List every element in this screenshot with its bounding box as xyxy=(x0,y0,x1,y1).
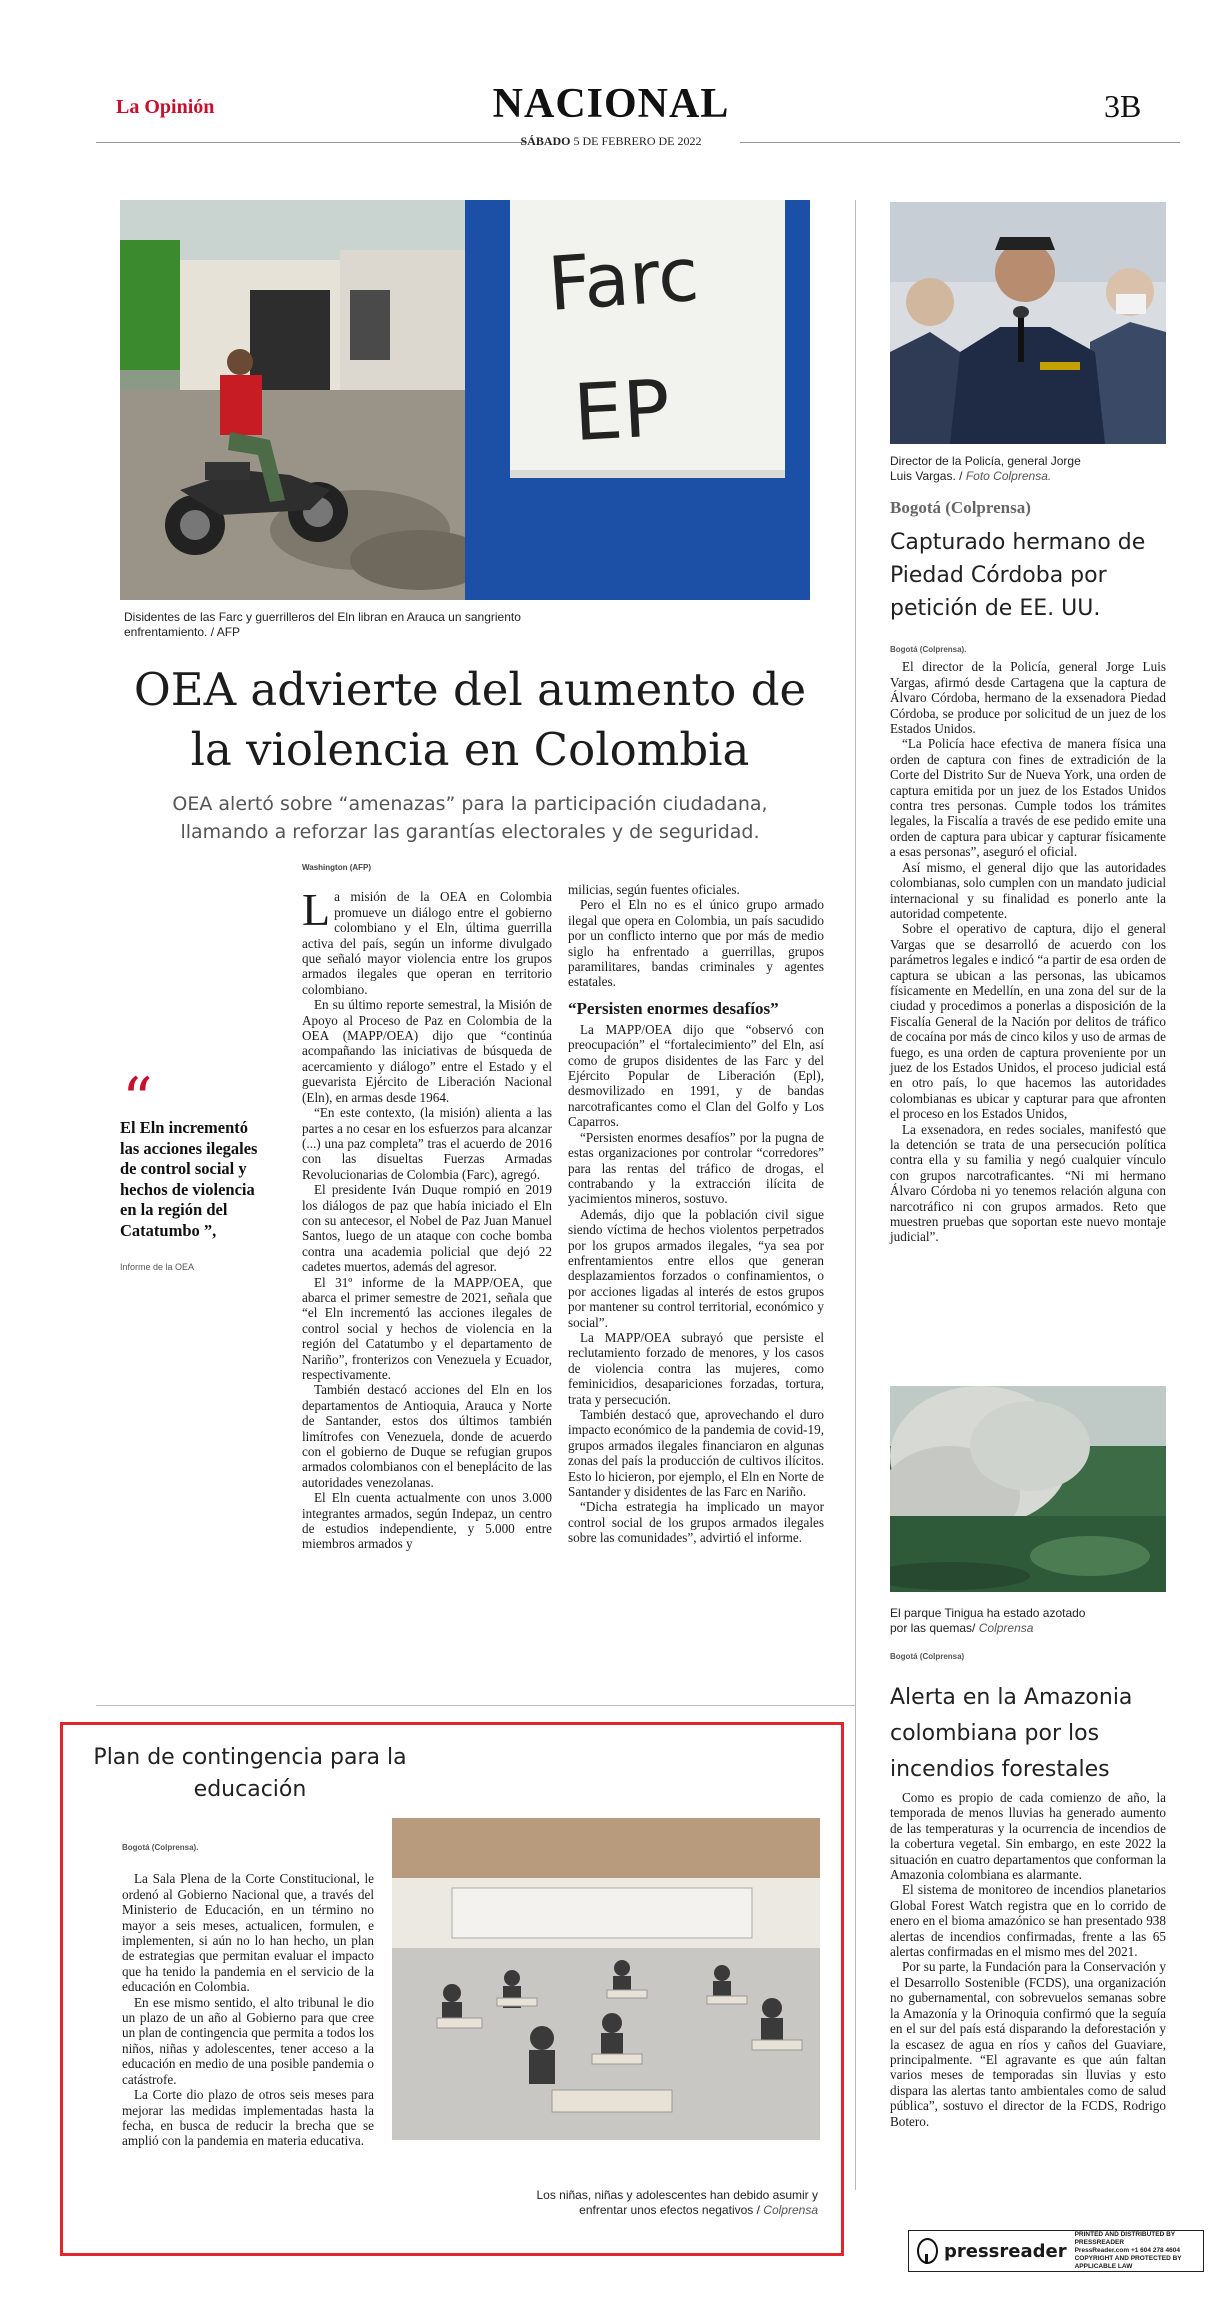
pressreader-name: pressreader xyxy=(943,2240,1067,2262)
pressreader-icon xyxy=(917,2238,938,2264)
pressreader-logo xyxy=(908,2230,1204,2272)
pressreader-notice: PRINTED AND DISTRIBUTED BY PRESSREADER PressReader.com +1 604 278 4604 COPYRIGHT AND PROTECTED BY APPLICABLE LAW xyxy=(1074,2231,1182,2270)
education-body: Bogotá (Colprensa). La Sala Plena de la Corte Constitucional, le ordenó al Gobierno Nacional que, a través del Ministerio de Educación, en un término no mayor a seis meses, actualicen, formulen, e implementen, si aún no lo han hecho, un plan de estrategias que permitan evaluar el impacto que ha tenido la pandemia en el servicio de la educación en Colombia. En ese mismo sentido, el alto tribunal le dio un plazo de un año al Gobierno para que cree un plan de contingencia que permita a todos los niños, niñas y adolescentes, tener acceso a la educación en medio de una posible pandemia o catástrofe. La Corte dio plazo de otros seis meses para mejorar las medidas implementadas hasta la fecha, en busca de reducir la brecha que se amplió con la pandemia en materia educativa. xyxy=(122,1840,374,2149)
main-dateline: Washington (AFP) xyxy=(302,863,372,872)
main-photo xyxy=(120,200,810,600)
police-photo-caption: Director de la Policía, general Jorge Luis Vargas. / Foto Colprensa. xyxy=(890,454,1081,483)
main-body-col1: Washington (AFP) La misión de la OEA en Colombia promueve un diálogo entre el gobierno colombiano y el Eln, última guerrilla activa del país, según un informe divulgado que señaló mayor violencia entre los grupos armados ilegales que operan en territorio colombiano. En su último reporte semestral, la Misión de Apoyo al Proceso de Paz en Colombia de la OEA (MAPP/OEA) dijo que “continúa acompañando las iniciativas de búsqueda de acercamiento y diálogo” entre el Estado y el guevarista Ejército de Liberación Nacional (Eln), en armas desde 1964. “En este contexto, (la misión) alienta a las partes a no cesar en los esfuerzos para alcanzar (...) una paz completa” tras el acuerdo de 2016 con las disueltas Fuerzas Armadas Revolucionarias de Colombia (Farc), agregó. El presidente Iván Duque rompió en 2019 los diálogos de paz que había iniciado el Eln con su antecesor, el Nobel de Paz Juan Manuel Santos, luego de un ataque con coche bomba contra una academia policial que dejó 22 cadetes muertos, además del agresor. El 31º informe de la MAPP/OEA, que abarca el primer semestre de 2021, señala que “el Eln incrementó las acciones ilegales de control social y hechos de violencia en la región del Catatumbo y el departamento de Nariño”, fronterizos con Venezuela y Ecuador, respectivamente. También destacó acciones del Eln en los departamentos de Antioquia, Arauca y Norte de Santander, estos dos últimos también limítrofes con Venezuela, donde de acuerdo con el gobierno de Duque se refugian grupos armados colombianos con el beneplácito de las autoridades venezolanas. El Eln cuenta actualmente con unos 3.000 integrantes armados, según Indepaz, un centro de estudios independiente, y 5.000 entre miembros armados y xyxy=(302,860,552,1552)
graffiti-ep: EP xyxy=(571,364,673,459)
page-number: 3B xyxy=(1104,88,1142,124)
pullquote-text: El Eln incrementó las acciones ilegales de control social y hechos de violencia en la región del Catatumbo ”, xyxy=(120,1118,258,1240)
pullquote-source: Informe de la OEA xyxy=(120,1262,195,1272)
section-divider xyxy=(96,1705,856,1706)
dropcap: L xyxy=(302,884,331,936)
amazon-photo-caption: El parque Tinigua ha estado azotado por las quemas/ Colprensa xyxy=(890,1606,1086,1635)
pullquote-mark: “ xyxy=(122,1065,153,1135)
main-headline: OEA advierte del aumento de la violencia en Colombia xyxy=(133,663,807,776)
classroom-photo xyxy=(392,1818,820,2140)
main-body-col2: milicias, según fuentes oficiales. Pero el Eln no es el único grupo armado ilegal que opera en Colombia, un país sacudido por un conflicto interno que por más de medio siglo ha enfrentado a guerrillas, grupos paramilitares, bandas criminales y agentes estatales. “Persisten enormes desafíos” La MAPP/OEA dijo que “observó con preocupación” el “fortalecimiento” del Eln, así como de grupos disidentes de las Farc y del Ejército Popular de Liberación (Epl), desmovilizado en 1991, y de bandas narcotraficantes como el Clan del Golfo y Los Caparros. “Persisten enormes desafíos” por la pugna de estas organizaciones por controlar “corredores” para las rentas del tráfico de drogas, el contrabando y la extracción ilícita de yacimientos mineros, sostuvo. Además, dijo que la población civil sigue siendo víctima de hechos violentos perpetrados por los grupos armados ilegales, “ya sea por enfrentamientos entre ellos que generan desplazamientos forzados o confinamientos, o por acciones ligadas al interés de estos grupos por mantener su control territorial, económico y social”. La MAPP/OEA subrayó que persiste el reclutamiento forzado de menores, y los casos de violencia contra las mujeres, como feminicidios, desapariciones forzadas, tortura, trata y persecución. También destacó que, aprovechando el duro impacto económico de la pandemia de covid-19, grupos armados ilegales financiaron en algunas zonas del país la producción de cultivos ilícitos. Esto lo hicieron, por ejemplo, el Eln en Norte de Santander y disidentes de las Farc en Nariño. “Dicha estrategia ha implicado un mayor control social de los grupos armados ilegales sobre las comunidades”, advirtió el informe. xyxy=(568,882,824,1546)
main-subhead: “Persisten enormes desafíos” xyxy=(568,998,779,1018)
right-bottom-dateline: Bogotá (Colprensa) xyxy=(890,1652,965,1661)
section-title: NACIONAL xyxy=(492,81,730,127)
education-dateline: Bogotá (Colprensa). xyxy=(122,1843,199,1852)
main-deck: OEA alertó sobre “amenazas” para la participación ciudadana, llamando a reforzar las garantías electorales y de seguridad. xyxy=(172,793,768,843)
amazon-photo xyxy=(890,1386,1166,1592)
header-date: SÁBADO 5 DE FEBRERO DE 2022 xyxy=(520,134,702,148)
police-photo xyxy=(890,202,1166,444)
right-bottom-headline: Alerta en la Amazonia colombiana por los incendios forestales xyxy=(890,1685,1133,1782)
right-top-headline: Capturado hermano de Piedad Córdoba por petición de EE. UU. xyxy=(890,530,1146,621)
classroom-photo-caption: Los niñas, niñas y adolescentes han debido asumir y enfrentar unos efectos negativos / Colprensa xyxy=(536,2188,818,2217)
right-top-kicker: Bogotá (Colprensa) xyxy=(890,498,1031,517)
column-divider xyxy=(855,200,856,2190)
right-bottom-body: Como es propio de cada comienzo de año, la temporada de menos lluvias ha generado aumento de las temperaturas y la ocurrencia de incendios de la cobertura vegetal. Sin embargo, en este 2022 la situación en cuatro departamentos que conforman la Amazonia colombiana es alarmante. El sistema de monitoreo de incendios planetarios Global Forest Watch registra que en lo corrido de enero en el bioma amazónico se han presentado 938 alertas de incendios confirmadas, frente a las 65 alertas confirmadas en el mismo mes del 2021. Por su parte, la Fundación para la Conservación y el Desarrollo Sostenible (FCDS), una organización no gubernamental, con sobrevuelos semanas sobre la Amazonía y la Orinoquia confirmó que la seguía en el sur del país está disparando la deforestación y la escasez de agua en ríos y caños del Guaviare, principalmente. “El agravante es que aún faltan varios meses de temporadas sin lluvias y esto dispara las alertas tanto ambientales como de salud pública”, sostuvo el director de la FCDS, Rodrigo Botero. xyxy=(890,1790,1166,2129)
right-top-body: Bogotá (Colprensa). El director de la Policía, general Jorge Luis Vargas, afirmó desde Cartagena que la captura de Álvaro Córdoba, hermano de la exsenadora Piedad Córdoba, se produce por solicitud de un juez de los Estados Unidos. “La Policía hace efectiva de manera física una orden de captura con fines de extradición de la Corte del Distrito Sur de Nueva York, una orden de captura emitida por un juez de los Estados Unidos contra tres personas. Cumple todos los trámites legales, la Fiscalía a través de ese pedido emite una orden de captura para ubicar y capturar físicamente a esas personas”, aseguró el oficial. Así mismo, el general dijo que las autoridades colombianas, solo cumplen con un mandato judicial internacional y su finalidad es ponerlo ante la autoridad competente. Sobre el operativo de captura, dijo el general Vargas que se desarrolló de acuerdo con los parámetros legales e indicó “a partir de esa orden de captura se ubican a las personas, las ubicamos físicamente en Medellín, en una zona del sur de la ciudad y procedimos a ponerlas a disposición de la Fiscalía General de la Nación por delitos de tráfico de cocaína por más de cinco kilos y uso de armas de fuego, es una orden de captura proveniente por un juez de los Estados Unidos, el proceso judicial está en otro país, lo que hacemos las autoridades colombianas es ubicar y capturar para que afronten el proceso en los Estados Unidos, La exsenadora, en redes sociales, manifestó que la detención se trata de una persecución política contra ella y su familia y negó cualquier vínculo con grupos narcotraficantes. “Ni mi hermano Álvaro Córdoba ni yo tenemos relación alguna con narcotráfico ni con grupos armados. Reto que muestren pruebas que soportan este nuevo montaje judicial”. xyxy=(890,642,1166,1245)
graffiti-farc: Farc xyxy=(545,231,702,328)
brand-logo: La Opinión xyxy=(116,96,215,118)
education-title: Plan de contingencia para la educación xyxy=(93,1745,407,1802)
main-photo-caption: Disidentes de las Farc y guerrilleros del Eln libran en Arauca un sangriento enfrentamiento. / AFP xyxy=(124,610,521,639)
right-top-dateline: Bogotá (Colprensa). xyxy=(890,645,967,654)
